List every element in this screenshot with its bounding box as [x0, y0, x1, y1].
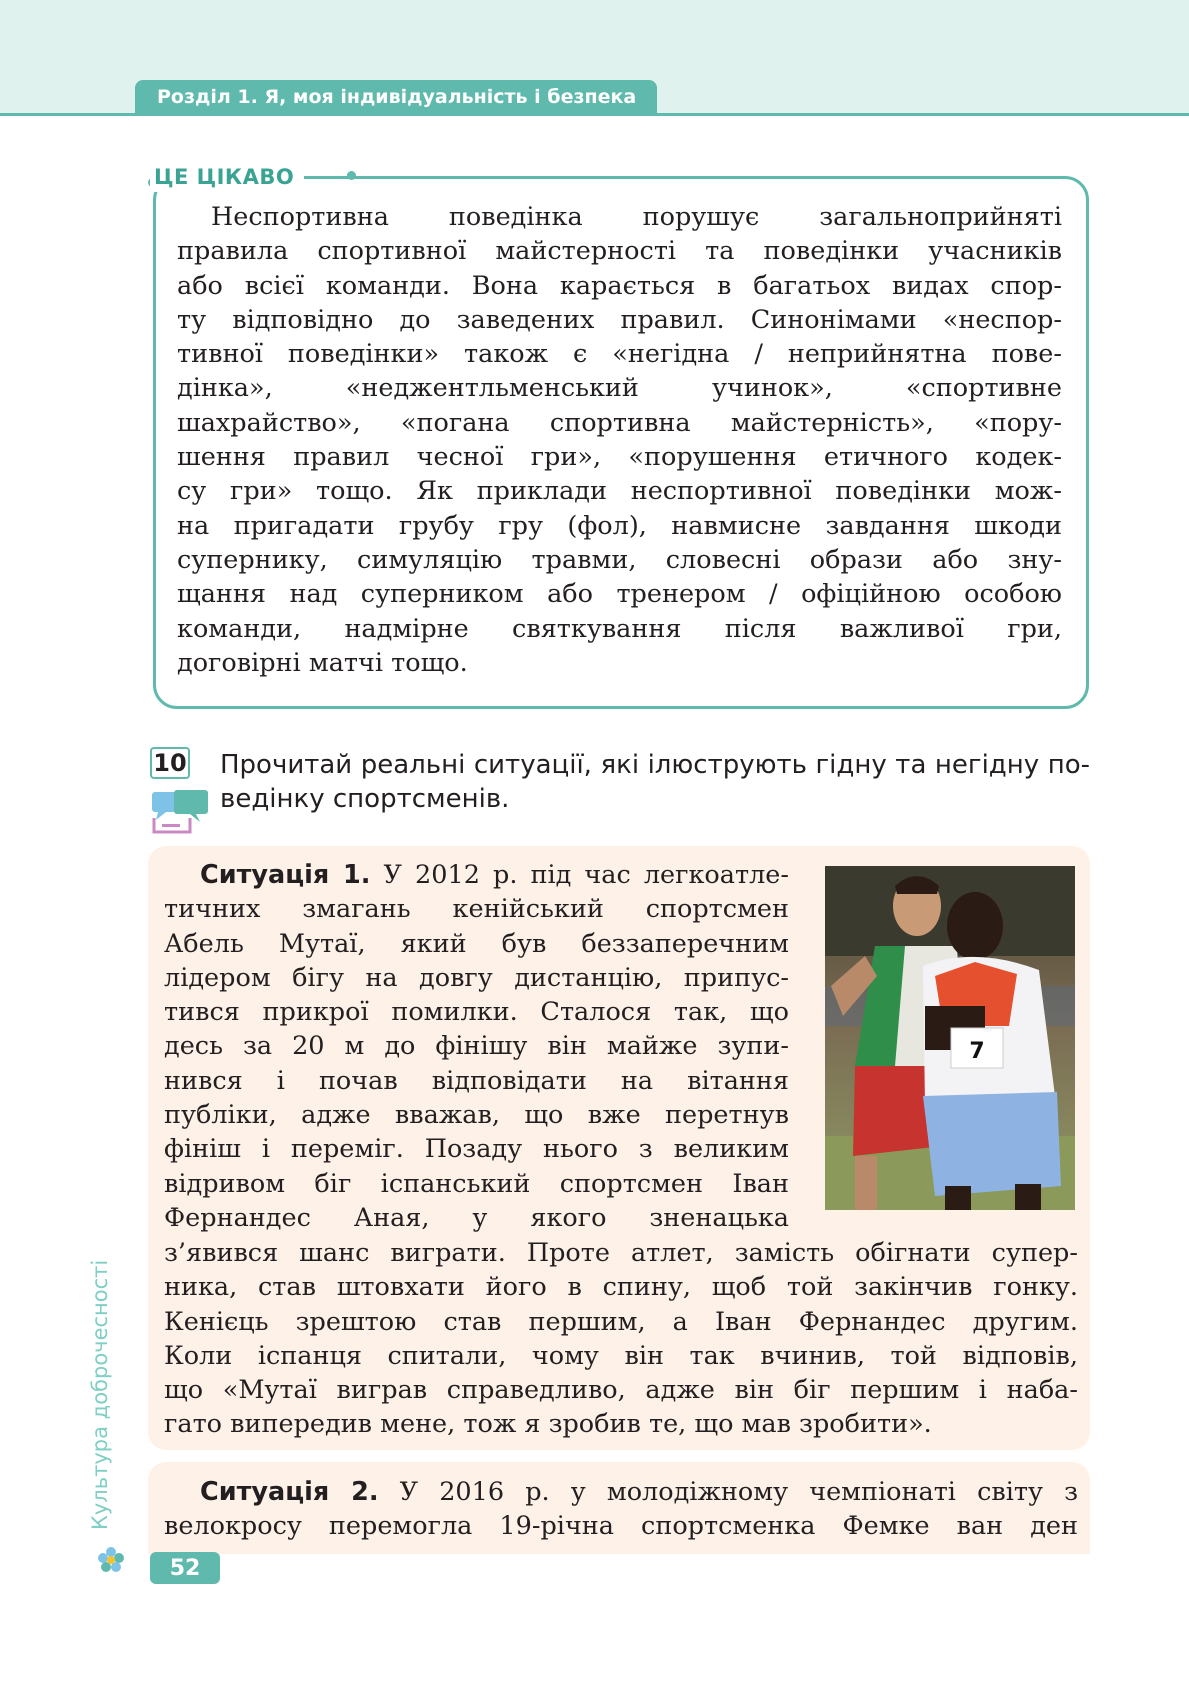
page-number: 52 [150, 1552, 220, 1584]
task-number: 10 [150, 747, 190, 779]
info-text [177, 200, 1062, 680]
side-title: Культура доброчесності [88, 1259, 112, 1530]
situation-1-line: що «Мутаї виграв справедливо, адже він біг першим і наба- [164, 1375, 1078, 1406]
situation-1-first-line-rest: У 2012 р. під час легкоатле- [370, 860, 789, 890]
info-line: правила спортивної майстерності та поведінки учасників [177, 236, 1062, 267]
situation-2-first-line [164, 1475, 1078, 1509]
task-line: Прочитай реальні ситуації, які ілюструють гідну та негідну по- [220, 750, 1090, 780]
situation-1-line: ника, став штовхати його в спину, щоб той закінчив гонку. [164, 1272, 1078, 1303]
situation-1-line: нився і почав відповідати на вітання [164, 1065, 789, 1096]
situation-1-first-line [164, 858, 789, 892]
situation-2-first-line-rest: У 2016 р. у молодіжному чемпіонаті світу з [378, 1477, 1079, 1507]
situation-1-line: тичних змагань кенійський спортсмен [164, 894, 789, 925]
chapter-title: Розділ 1. Я, моя індивідуальність і безпека [135, 80, 657, 114]
situation-1-line: Коли іспанця спитали, чому він так вчинив, той відповів, [164, 1340, 1078, 1371]
info-line: су гри» тощо. Як приклади неспортивної поведінки мож- [177, 476, 1062, 507]
situation-2-label: Ситуація 2. [200, 1477, 379, 1507]
runners-photo [825, 866, 1075, 1210]
info-line: ту відповідно до заведених правил. Синонімами «неспор- [177, 304, 1062, 335]
situation-1-line: Кенієць зрештою став першим, а Іван Фернандес другим. [164, 1306, 1078, 1337]
situation-1-line: Фернандес Аная, у якого зненацька [164, 1202, 789, 1233]
situation-1-line: з’явився шанс виграти. Проте атлет, замість обігнати супер- [164, 1238, 1078, 1268]
info-label: ЦЕ ЦІКАВО [154, 165, 295, 189]
discussion-icon [150, 788, 212, 838]
situation-1-line: відривом біг іспанський спортсмен Іван [164, 1168, 789, 1199]
info-label-wrap [150, 162, 304, 192]
bib-number: 7 [969, 1039, 985, 1064]
info-label-dot-right [347, 171, 356, 180]
situation-1-line: тився прикрої помилки. Сталося так, що [164, 997, 789, 1028]
situation-1-line: фініш і переміг. Позаду нього з великим [164, 1134, 789, 1165]
info-line: дінка», «неджентльменський учинок», «спортивне [177, 373, 1062, 404]
info-line: супернику, симуляцію травми, словесні образи або зну- [177, 544, 1062, 575]
situation-1-line: десь за 20 м до фінішу він майже зупи- [164, 1031, 789, 1062]
info-line: щання над суперником або тренером / офіційною особою [177, 579, 1062, 610]
situation-1-line: лідером бігу на довгу дистанцію, припус- [164, 962, 789, 993]
info-line: команди, надмірне святкування після важливої гри, [177, 613, 1062, 644]
situation-1-text-wide [164, 1236, 1078, 1442]
situation-1-line: публіки, адже вважав, що вже перетнув [164, 1100, 789, 1131]
task-line: ведінку спортсменів. [220, 784, 510, 814]
situation-1-label: Ситуація 1. [200, 860, 371, 890]
flower-icon [96, 1545, 126, 1575]
info-line: тивної поведінки» також є «негідна / неприйнятна пове- [177, 339, 1062, 370]
info-line: шахрайство», «погана спортивна майстерність», «пору- [177, 407, 1062, 438]
info-line: або всієї команди. Вона карається в багатьох видах спор- [177, 270, 1062, 301]
situation-1-line: Абель Мутаї, який був беззаперечним [164, 928, 789, 959]
info-line: на пригадати грубу гру (фол), навмисне завдання шкоди [177, 510, 1062, 541]
situation-2-text [164, 1475, 1078, 1544]
info-line: Неспортивна поведінка порушує загальноприйняті [211, 202, 1062, 232]
info-line: шення правил чесної гри», «порушення етичного кодек- [177, 442, 1062, 473]
situation-1-line: гато випередив мене, тож я зробив те, що мав зробити». [164, 1409, 932, 1440]
info-line: договірні матчі тощо. [177, 647, 468, 678]
situation-2-line: велокросу перемогла 19-річна спортсменка Фемке ван ден [164, 1511, 1078, 1542]
situation-1-text-narrow [164, 858, 789, 1235]
task-text [220, 748, 1090, 816]
